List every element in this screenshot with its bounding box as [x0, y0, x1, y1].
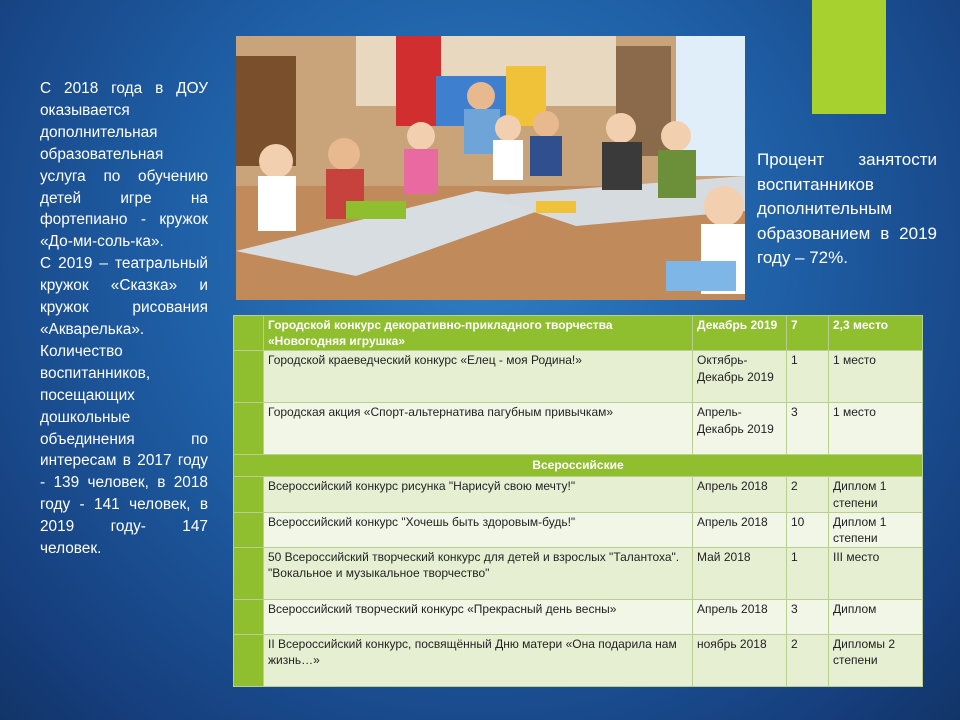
- table-row: [234, 477, 923, 512]
- event-date: Май 2018: [693, 548, 787, 600]
- event-count: 2: [787, 635, 829, 687]
- employment-percentage-text: Процент занятости воспитанников дополнительным образованием в 2019 году – 72%.: [757, 150, 937, 268]
- table-row: [234, 316, 923, 351]
- table-row: [234, 351, 923, 403]
- paragraph-piano: С 2018 года в ДОУ оказывается дополнительная образовательная услуга по обучению детей игре на фортепиано - кружок «До-ми-соль-ка».: [40, 80, 208, 251]
- event-name: Городская акция «Спорт-альтернатива пагубным привычкам»: [264, 403, 693, 455]
- event-count: 10: [787, 512, 829, 547]
- event-name: II Всероссийский конкурс, посвящённый Дню матери «Она подарила нам жизнь…»: [264, 635, 693, 687]
- table-row: [234, 548, 923, 600]
- event-name: Всероссийский конкурс рисунка "Нарисуй свою мечту!": [264, 477, 693, 512]
- table-row: [234, 635, 923, 687]
- table-section-header: [234, 455, 923, 477]
- table-row: [234, 403, 923, 455]
- event-date: Декабрь 2019: [693, 316, 787, 351]
- event-name: 50 Всероссийский творческий конкурс для детей и взрослых "Талантоха". "Вокальное и музыкальное творчество": [264, 548, 693, 600]
- section-label: Всероссийские: [234, 455, 923, 477]
- event-count: 2: [787, 477, 829, 512]
- accent-bar: [812, 0, 886, 114]
- event-result: III место: [829, 548, 923, 600]
- event-date: Апрель 2018: [693, 512, 787, 547]
- classroom-photo: [236, 36, 745, 300]
- event-name: Городской конкурс декоративно-прикладного творчества «Новогодняя игрушка»: [264, 316, 693, 351]
- event-date: Апрель 2018: [693, 600, 787, 635]
- event-date: Октябрь-Декабрь 2019: [693, 351, 787, 403]
- event-date: Апрель 2018: [693, 477, 787, 512]
- event-name: Городской краеведческий конкурс «Елец - моя Родина!»: [264, 351, 693, 403]
- event-date: ноябрь 2018: [693, 635, 787, 687]
- event-result: 1 место: [829, 403, 923, 455]
- event-count: 3: [787, 600, 829, 635]
- event-count: 1: [787, 351, 829, 403]
- events-table: [233, 315, 923, 687]
- event-result: Дипломы 2 степени: [829, 635, 923, 687]
- event-count: 1: [787, 548, 829, 600]
- event-result: Диплом: [829, 600, 923, 635]
- table-row: [234, 512, 923, 547]
- event-name: Всероссийский конкурс "Хочешь быть здоровым-будь!": [264, 512, 693, 547]
- event-result: Диплом 1 степени: [829, 477, 923, 512]
- paragraph-attendance: Количество воспитанников, посещающих дошкольные объединения по интересам в 2017 году - 139 человек, в 2018 году - 141 человек, в 2019 году- 147 человек.: [40, 342, 208, 558]
- event-result: 1 место: [829, 351, 923, 403]
- table-row: [234, 600, 923, 635]
- event-date: Апрель-Декабрь 2019: [693, 403, 787, 455]
- event-name: Всероссийский творческий конкурс «Прекрасный день весны»: [264, 600, 693, 635]
- event-count: 3: [787, 403, 829, 455]
- paragraph-clubs: С 2019 – театральный кружок «Сказка» и кружок рисования «Акварелька».: [40, 255, 208, 338]
- event-count: 7: [787, 316, 829, 351]
- event-result: 2,3 место: [829, 316, 923, 351]
- left-description: [40, 78, 208, 560]
- event-result: Диплом 1 степени: [829, 512, 923, 547]
